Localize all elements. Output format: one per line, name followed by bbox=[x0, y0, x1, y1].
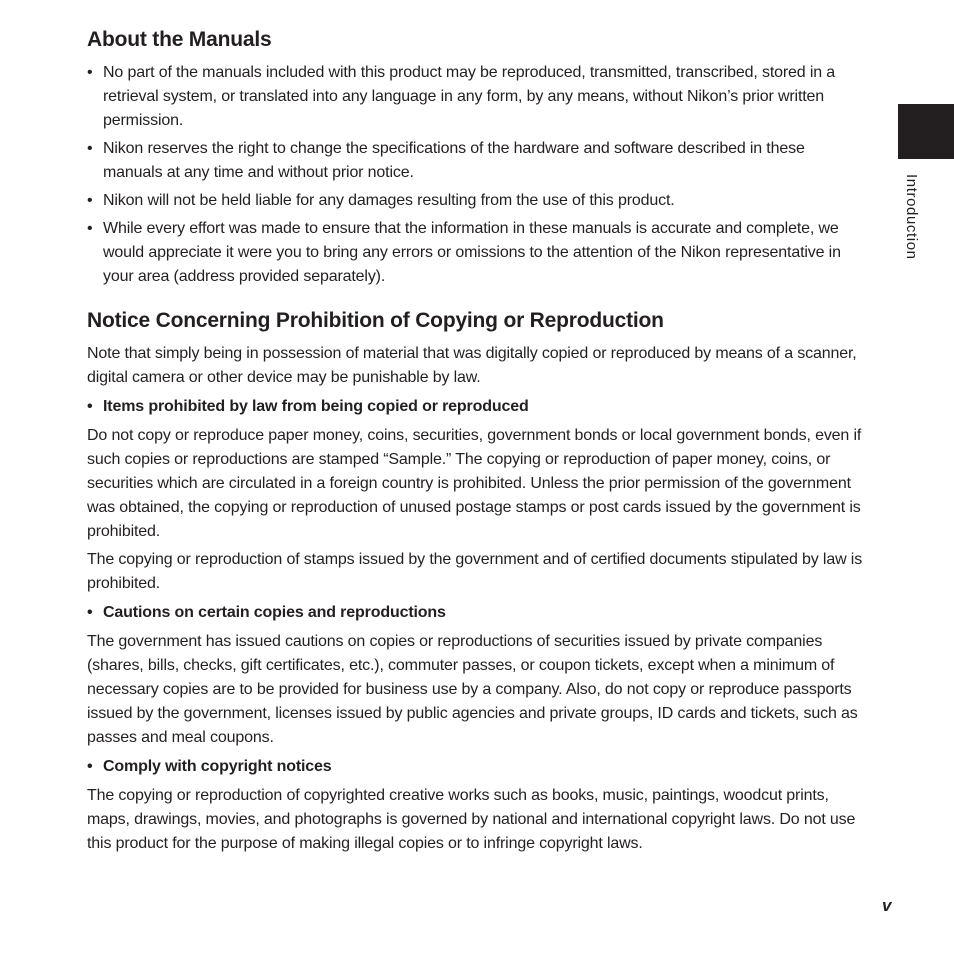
section-title-about-manuals: About the Manuals bbox=[87, 28, 272, 51]
section-title-copying-notice: Notice Concerning Prohibition of Copying or Reproduction bbox=[87, 309, 664, 332]
list-item bbox=[87, 61, 867, 133]
list-item-text: While every effort was made to ensure that the information in these manuals is accurate and complete, we would appreciate it were you to bring any errors or omissions to the attention of the Nikon representative in your area (address provided separately). bbox=[103, 220, 841, 285]
about-manuals-list bbox=[87, 61, 867, 289]
subheading-text: Items prohibited by law from being copied or reproduced bbox=[103, 398, 529, 415]
subheading-cautions bbox=[87, 601, 867, 625]
bullet-icon: • bbox=[87, 220, 93, 237]
list-item-text: Nikon reserves the right to change the specifications of the hardware and software described in these manuals at any time and without prior notice. bbox=[103, 140, 805, 181]
bullet-icon: • bbox=[87, 398, 93, 415]
paragraph: The copying or reproduction of copyrighted creative works such as books, music, paintings, woodcut prints, maps, drawings, movies, and photographs is governed by national and international copyright laws. Do not use this product for the purpose of making illegal copies or to infringe copyright laws. bbox=[87, 787, 856, 852]
bullet-icon: • bbox=[87, 604, 93, 621]
bullet-icon: • bbox=[87, 140, 93, 157]
bullet-icon: • bbox=[87, 758, 93, 775]
list-item bbox=[87, 189, 867, 213]
list-item-text: No part of the manuals included with this product may be reproduced, transmitted, transcribed, stored in a retrieval system, or translated into any language in any form, by any means, without Nikon’s prior written permission. bbox=[103, 64, 836, 129]
section-tab-marker bbox=[898, 104, 954, 159]
paragraph: Do not copy or reproduce paper money, coins, securities, government bonds or local government bonds, even if such copies or reproductions are stamped “Sample.” The copying or reproduction of paper money, coins, or securities which are circulated in a foreign country is prohibited. Unless the prior permission of the government was obtained, the copying or reproduction of unused postage stamps or post cards issued by the government is prohibited. bbox=[87, 427, 862, 540]
page-content bbox=[87, 26, 867, 856]
bullet-icon: • bbox=[87, 64, 93, 81]
section-tab-label: Introduction bbox=[903, 174, 920, 260]
list-item bbox=[87, 217, 867, 289]
bullet-icon: • bbox=[87, 192, 93, 209]
subheading-text: Comply with copyright notices bbox=[103, 758, 332, 775]
subheading-copyright bbox=[87, 755, 867, 779]
copying-notice-intro: Note that simply being in possession of material that was digitally copied or reproduced by means of a scanner, digital camera or other device may be punishable by law. bbox=[87, 345, 857, 386]
subheading-text: Cautions on certain copies and reproductions bbox=[103, 604, 446, 621]
list-item-text: Nikon will not be held liable for any damages resulting from the use of this product. bbox=[103, 192, 675, 209]
paragraph: The government has issued cautions on copies or reproductions of securities issued by private companies (shares, bills, checks, gift certificates, etc.), commuter passes, or coupon tickets, except when a minimum of necessary copies are to be provided for business use by a company. Also, do not copy or reproduce passports issued by the government, licenses issued by public agencies and private groups, ID cards and tickets, such as passes and meal coupons. bbox=[87, 633, 858, 746]
subheading-prohibited-items bbox=[87, 395, 867, 419]
page-number: v bbox=[882, 896, 892, 915]
list-item bbox=[87, 137, 867, 185]
paragraph: The copying or reproduction of stamps issued by the government and of certified documents stipulated by law is prohibited. bbox=[87, 551, 863, 592]
